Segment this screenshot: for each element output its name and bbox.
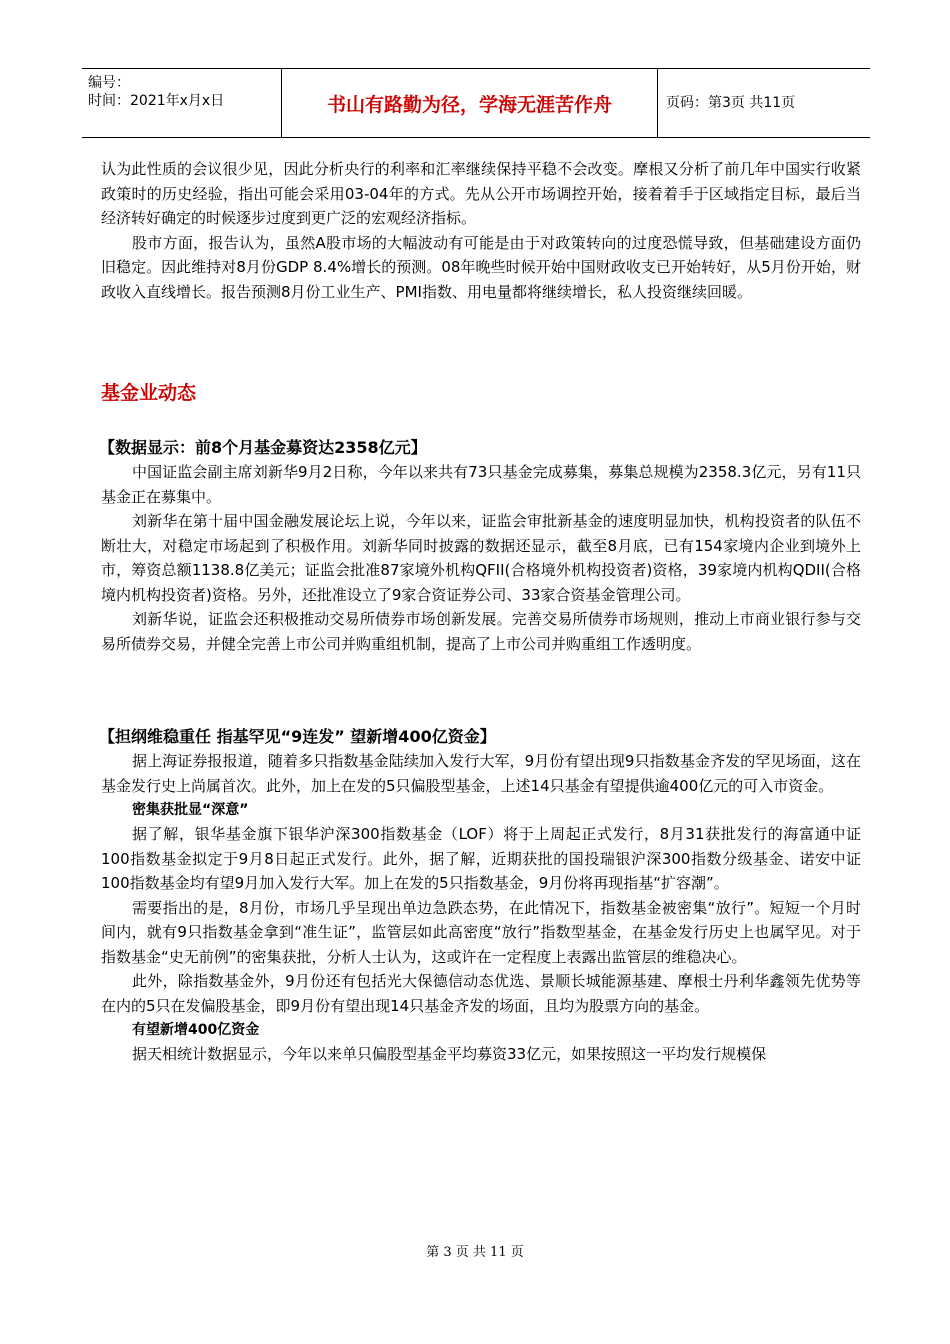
document-header — [82, 68, 870, 138]
article-2-subheading: 密集获批显“深意” — [132, 802, 249, 818]
article-2-paragraph: 此外，除指数基金外，9月份还有包括光大保德信动态优选、景顺长城能源基建、摩根士丹利华鑫领先优势等在内的5只在发偏股基金，即9月份有望出现14只基金齐发的场面，且均为股票方向的基金。 — [101, 972, 861, 1015]
article-2-title: 【担纲维稳重任 指基罕见“9连发” 望新增400亿资金】 — [99, 727, 496, 746]
article-1-paragraph: 中国证监会副主席刘新华9月2日称，今年以来共有73只基金完成募集，募集总规模为2358.3亿元，另有11只基金正在募集中。 — [101, 463, 861, 506]
intro-paragraph-2: 股市方面，报告认为，虽然A股市场的大幅波动有可能是由于对政策转向的过度恐慌导致，但基础建设方面仍旧稳定。因此维持对8月份GDP 8.4%增长的预测。08年晚些时候开始中国财政收支已开始转好，从5月份开始，财政收入直线增长。报告预测8月份工业生产、PMI指数、用电量都将继续增长，私人投资继续回暖。 — [101, 233, 861, 301]
number-label: 编号： — [88, 75, 130, 91]
article-1-paragraph: 刘新华在第十届中国金融发展论坛上说，今年以来，证监会审批新基金的速度明显加快，机构投资者的队伍不断壮大，对稳定市场起到了积极作用。刘新华同时披露的数据还显示，截至8月底，已有154家境内企业到境外上市，筹资总额1138.8亿美元；证监会批准87家境外机构QFII(合格境外机构投资者)资格，39家境内机构QDII(合格境内机构投资者)资格。另外，还批准设立了9家合资证券公司、33家合资基金管理公司。 — [101, 512, 861, 604]
page-info: 页码：第3页 共11页 — [666, 95, 796, 111]
article-2-paragraph: 据了解，银华基金旗下银华沪深300指数基金（LOF）将于上周起正式发行，8月31获批发行的海富通中证100指数基金拟定于9月8日起正式发行。此外，据了解，近期获批的国投瑞银沪深300指数分级基金、诺安中证100指数基金均有望9月加入发行大军。加上在发的5只指数基金，9月份将再现指基“扩容潮”。 — [101, 825, 861, 892]
section-title: 基金业动态 — [101, 382, 197, 404]
article-2-paragraph: 据天相统计数据显示，今年以来单只偏股型基金平均募资33亿元，如果按照这一平均发行规模保 — [132, 1045, 767, 1063]
header-page-cell — [658, 69, 870, 137]
header-motto-cell — [282, 69, 658, 137]
article-2-subheading: 有望新增400亿资金 — [132, 1022, 260, 1038]
article-1-paragraph: 刘新华说，证监会还积极推动交易所债券市场创新发展。完善交易所债券市场规则，推动上市商业银行参与交易所债券交易，并健全完善上市公司并购重组机制，提高了上市公司并购重组工作透明度。 — [101, 610, 861, 653]
time-label: 时间：2021年x月x日 — [88, 93, 225, 109]
article-1-title: 【数据显示：前8个月基金募资达2358亿元】 — [99, 438, 427, 457]
motto: 书山有路勤为径，学海无涯苦作舟 — [326, 94, 612, 116]
article-2-paragraph: 据上海证券报报道，随着多只指数基金陆续加入发行大军，9月份有望出现9只指数基金齐发的罕见场面，这在基金发行史上尚属首次。此外，加上在发的5只偏股型基金，上述14只基金有望提供逾400亿元的可入市资金。 — [101, 752, 861, 795]
intro-paragraph-1: 认为此性质的会议很少见，因此分析央行的利率和汇率继续保持平稳不会改变。摩根又分析了前几年中国实行收紧政策时的历史经验，指出可能会采用03-04年的方式。先从公开市场调控开始，接着着手于区域指定目标，最后当经济转好确定的时候逐步过度到更广泛的宏观经济指标。 — [101, 160, 861, 227]
header-left-cell — [82, 69, 282, 137]
document-body — [101, 157, 861, 1067]
page-footer: 第 3 页 共 11 页 — [426, 1245, 524, 1260]
article-2-paragraph: 需要指出的是，8月份，市场几乎呈现出单边急跌态势，在此情况下，指数基金被密集“放行”。短短一个月时间内，就有9只指数基金拿到“准生证”，监管层如此高密度“放行”指数型基金，在基金发行历史上也属罕见。对于指数基金“史无前例”的密集获批，分析人士认为，这或许在一定程度上表露出监管层的维稳决心。 — [101, 898, 861, 966]
